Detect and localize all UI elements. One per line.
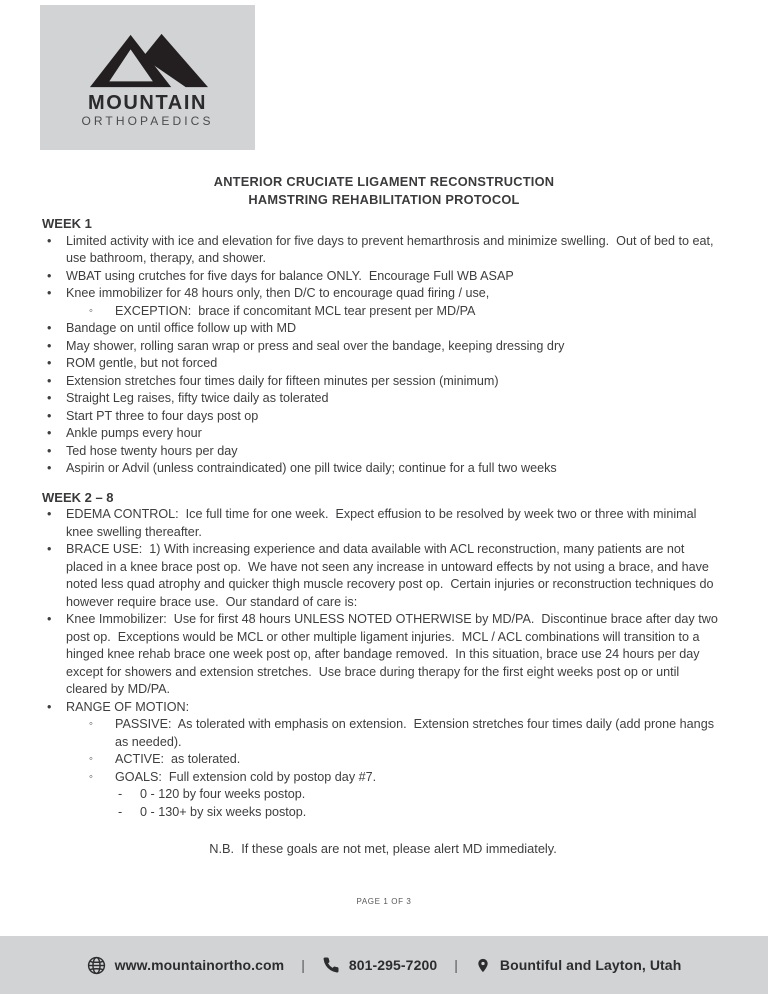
bullet-marker: • bbox=[47, 426, 52, 440]
bullet-marker: • bbox=[47, 321, 52, 335]
list-item bbox=[118, 786, 724, 804]
bullet-marker: • bbox=[47, 268, 52, 283]
document-title bbox=[0, 173, 768, 208]
list-item bbox=[42, 425, 724, 443]
list-item-text: Limited activity with ice and elevation for five days to prevent hemarthrosis and minimize swelling. Out of bed to eat, use bathroom, therapy, and shower. bbox=[66, 233, 717, 265]
nb-note: N.B. If these goals are not met, please alert MD immediately. bbox=[209, 841, 557, 856]
list-item-text: Knee immobilizer for 48 hours only, then D/C to encourage quad firing / use, bbox=[66, 286, 490, 300]
list-item-text: 0 - 120 by four weeks postop. bbox=[140, 787, 306, 801]
bullet-marker: • bbox=[47, 338, 52, 353]
bullet-marker: • bbox=[47, 408, 52, 423]
list-item-text: Start PT three to four days post op bbox=[66, 408, 259, 423]
list-item bbox=[42, 460, 724, 478]
bullet-marker: • bbox=[47, 443, 52, 458]
bullet-marker: ◦ bbox=[89, 770, 93, 783]
bullet-marker: • bbox=[47, 507, 52, 521]
list-item bbox=[89, 769, 724, 787]
bullet-marker: ◦ bbox=[89, 718, 93, 730]
list-item bbox=[42, 233, 724, 268]
location-pin-icon bbox=[475, 956, 491, 975]
list-item bbox=[42, 611, 724, 699]
protocol-sections bbox=[42, 215, 724, 821]
list-item-text: ACTIVE: as tolerated. bbox=[115, 752, 241, 766]
list-item bbox=[42, 506, 724, 541]
list-item-text: Extension stretches four times daily for fifteen minutes per session (minimum) bbox=[66, 373, 499, 388]
phone-icon bbox=[322, 956, 340, 974]
list-item-text: EDEMA CONTROL: Ice full time for one week. Expect effusion to be resolved by week two or three with minimal knee swelling thereafter. bbox=[66, 507, 700, 539]
list-item-text: BRACE USE: 1) With increasing experience and data available with ACL reconstruction, many patients are not placed in a knee brace post op. We have not seen any increase in untoward effects by not using a brace, and have noted less quad atrophy and quicker thigh muscle recovery post op. Certain injuries or reconstruction techniques do however require brace use. Our standard of care is: bbox=[66, 542, 718, 609]
list-item bbox=[42, 285, 724, 303]
list-item-text: Bandage on until office follow up with MD bbox=[66, 321, 297, 335]
protocol-section bbox=[42, 489, 724, 822]
list-item-text: Straight Leg raises, fifty twice daily as tolerated bbox=[66, 391, 329, 405]
list-item bbox=[42, 408, 724, 426]
list-item bbox=[42, 355, 724, 373]
list-item-text: Ted hose twenty hours per day bbox=[66, 443, 238, 458]
footer-bar bbox=[0, 936, 768, 994]
list-item bbox=[42, 338, 724, 356]
list-item-text: EXCEPTION: brace if concomitant MCL tear present per MD/PA bbox=[115, 303, 476, 318]
bullet-marker: • bbox=[47, 612, 52, 626]
logo-name: MOUNTAIN bbox=[87, 92, 208, 114]
list-item-text: GOALS: Full extension cold by postop day #7. bbox=[115, 769, 377, 784]
list-item-text: ROM gentle, but not forced bbox=[66, 356, 218, 370]
bullet-marker: • bbox=[47, 286, 52, 300]
protocol-section bbox=[42, 215, 724, 478]
bullet-marker: • bbox=[47, 542, 52, 556]
bullet-marker: ◦ bbox=[89, 304, 93, 317]
bullet-marker: • bbox=[47, 461, 52, 475]
list-item bbox=[89, 716, 724, 751]
list-item bbox=[42, 541, 724, 611]
bullet-marker: - bbox=[118, 804, 123, 819]
section-heading: WEEK 2 – 8 bbox=[42, 489, 114, 505]
list-item bbox=[42, 390, 724, 408]
list-item-text: PASSIVE: As tolerated with emphasis on extension. Extension stretches four times daily (add prone hangs as needed). bbox=[115, 717, 718, 749]
protocol-content bbox=[42, 215, 724, 858]
bullet-marker: - bbox=[118, 787, 123, 801]
list-item bbox=[89, 751, 724, 769]
footer-location-label: Bountiful and Layton, Utah bbox=[499, 957, 682, 973]
list-item-text: Ankle pumps every hour bbox=[66, 426, 202, 440]
list-item-text: 0 - 130+ by six weeks postop. bbox=[140, 804, 307, 819]
list-item bbox=[89, 303, 724, 321]
list-item-text: WBAT using crutches for five days for balance ONLY. Encourage Full WB ASAP bbox=[66, 268, 514, 283]
section-heading: WEEK 1 bbox=[42, 216, 92, 231]
list-item bbox=[42, 699, 724, 717]
globe-icon bbox=[87, 956, 106, 975]
list-item bbox=[42, 373, 724, 391]
bullet-marker: • bbox=[47, 699, 52, 714]
page-number-label: PAGE 1 OF 3 bbox=[356, 897, 412, 906]
list-item bbox=[118, 804, 724, 822]
list-item-text: Aspirin or Advil (unless contraindicated) one pill twice daily; continue for a full two weeks bbox=[66, 461, 557, 475]
list-item bbox=[42, 320, 724, 338]
footer-location bbox=[475, 956, 681, 975]
logo bbox=[40, 5, 255, 150]
list-item bbox=[42, 443, 724, 461]
list-item-text: RANGE OF MOTION: bbox=[66, 699, 190, 714]
footer-separator: | bbox=[454, 957, 458, 973]
bullet-marker: • bbox=[47, 391, 52, 405]
footer-website-label: www.mountainortho.com bbox=[114, 957, 285, 973]
bullet-marker: ◦ bbox=[89, 753, 93, 765]
footer-separator: | bbox=[301, 957, 305, 973]
list-item bbox=[42, 268, 724, 286]
list-item-text: May shower, rolling saran wrap or press and seal over the bandage, keeping dressing dry bbox=[66, 338, 565, 353]
footer-website bbox=[87, 956, 285, 975]
footer-phone-label: 801-295-7200 bbox=[348, 957, 438, 973]
footer-phone bbox=[322, 956, 437, 974]
mountain-logo-icon bbox=[84, 31, 212, 91]
logo-subtitle: ORTHOPAEDICS bbox=[81, 114, 214, 128]
list-item-text: Knee Immobilizer: Use for first 48 hours UNLESS NOTED OTHERWISE by MD/PA. Discontinue brace after day two post op. Exceptions would be MCL or other multiple ligament injuries. MCL / ACL combinations will transition to a hinged knee rehab brace one week post op, after bandage removed. In this situation, brace use 24 hours per day except for showers and extension stretches. Use brace during therapy for the first eight weeks post op or until cleared by MD/PA. bbox=[66, 612, 722, 696]
bullet-marker: • bbox=[47, 233, 52, 248]
document-title-line2: HAMSTRING REHABILITATION PROTOCOL bbox=[248, 191, 520, 207]
document-title-line1: ANTERIOR CRUCIATE LIGAMENT RECONSTRUCTION bbox=[213, 174, 555, 189]
bullet-marker: • bbox=[47, 356, 52, 370]
bullet-marker: • bbox=[47, 373, 52, 388]
